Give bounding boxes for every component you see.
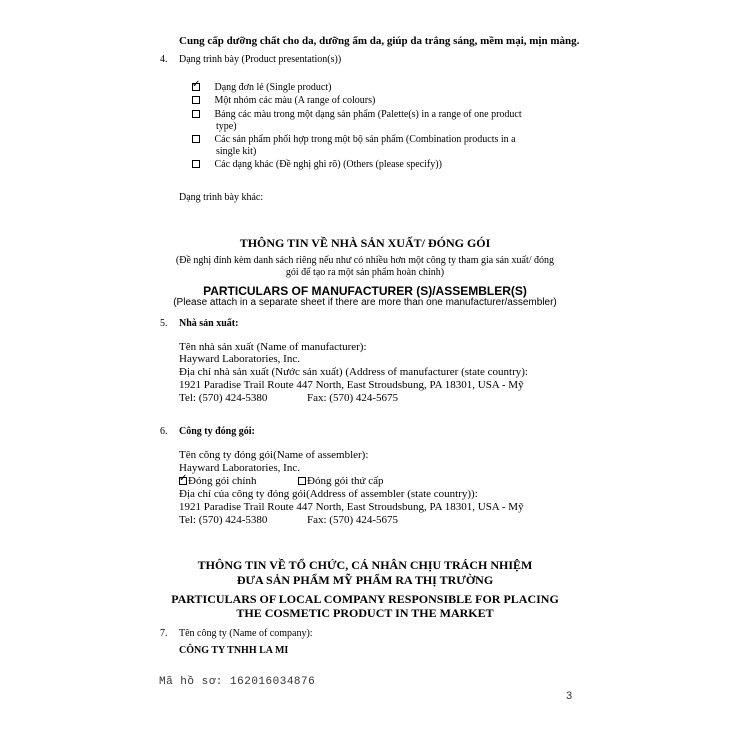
section6-title: Công ty đóng gói: bbox=[179, 426, 255, 437]
page-number: 3 bbox=[566, 690, 573, 702]
checkbox-icon[interactable] bbox=[192, 135, 200, 143]
manufacturer-address-value: 1921 Paradise Trail Route 447 North, East Stroudsbung, PA 18301, USA - Mỹ bbox=[179, 379, 524, 391]
checkbox-icon[interactable] bbox=[192, 160, 200, 168]
manufacturer-address-label: Địa chỉ nhà sản xuất (Nước sản xuất) (Address of manufacturer (state country): bbox=[179, 366, 528, 378]
checkbox-checked-icon[interactable] bbox=[192, 83, 200, 91]
assembler-primary-option[interactable] bbox=[179, 475, 256, 488]
manufacturer-note-vi-2: gói để tạo ra một sản phẩm hoàn chỉnh) bbox=[285, 267, 445, 278]
section5-number: 5. bbox=[160, 318, 168, 329]
option-others[interactable] bbox=[192, 159, 442, 171]
option-label-continued: single kit) bbox=[216, 146, 257, 157]
checkbox-icon[interactable] bbox=[192, 96, 200, 104]
section6-number: 6. bbox=[160, 426, 168, 437]
section5-title: Nhà sản xuất: bbox=[179, 318, 239, 329]
option-palette[interactable] bbox=[192, 109, 522, 121]
local-title-en-2: THE COSMETIC PRODUCT IN THE MARKET bbox=[236, 606, 494, 620]
manufacturer-name-value: Hayward Laboratories, Inc. bbox=[179, 353, 300, 365]
option-label: Dạng đơn lẻ (Single product) bbox=[214, 82, 332, 93]
option-label: Các sản phẩm phối hợp trong một bộ sản phẩm (Combination products in a bbox=[214, 134, 516, 145]
assembler-secondary-option[interactable] bbox=[298, 475, 384, 488]
manufacturer-name-label: Tên nhà sản xuất (Name of manufacturer): bbox=[179, 341, 367, 353]
section7-number: 7. bbox=[160, 628, 168, 639]
checkbox-checked-icon[interactable] bbox=[179, 477, 187, 485]
manufacturer-title-en: PARTICULARS OF MANUFACTURER (S)/ASSEMBLER(S) bbox=[203, 284, 527, 298]
checkbox-icon[interactable] bbox=[192, 110, 200, 118]
option-single-product[interactable] bbox=[192, 82, 331, 94]
checkbox-icon[interactable] bbox=[298, 477, 306, 485]
option-label-continued: type) bbox=[216, 121, 237, 132]
assembler-tel: Tel: (570) 424-5380 bbox=[179, 514, 268, 526]
assembler-address-value: 1921 Paradise Trail Route 447 North, East Stroudsbung, PA 18301, USA - Mỹ bbox=[179, 501, 524, 513]
manufacturer-note-en: (Please attach in a separate sheet if there are more than one manufacturer/assembler) bbox=[173, 297, 557, 308]
section4-title: Dạng trình bày (Product presentation(s)) bbox=[179, 54, 342, 65]
section4-number: 4. bbox=[160, 54, 168, 65]
manufacturer-title-vi: THÔNG TIN VỀ NHÀ SẢN XUẤT/ ĐÓNG GÓI bbox=[239, 236, 491, 250]
option-combination[interactable] bbox=[192, 134, 516, 146]
primary-packing-label: Đóng gói chính bbox=[188, 475, 257, 487]
assembler-fax: Fax: (570) 424-5675 bbox=[307, 514, 399, 526]
assembler-name-label: Tên công ty đóng gói(Name of assembler): bbox=[179, 449, 369, 461]
assembler-name-value: Hayward Laboratories, Inc. bbox=[179, 462, 300, 474]
manufacturer-tel: Tel: (570) 424-5380 bbox=[179, 392, 268, 404]
local-title-en-1: PARTICULARS OF LOCAL COMPANY RESPONSIBLE FOR PLACING bbox=[171, 592, 559, 606]
option-label: Bảng các màu trong một dạng sản phẩm (Palette(s) in a range of one product bbox=[214, 109, 522, 120]
dossier-code: Mã hồ sơ: 162016034876 bbox=[159, 676, 316, 688]
manufacturer-note-vi-1: (Đề nghị đính kèm danh sách riêng nếu như có nhiều hơn một công ty tham gia sản xuất/ đóng bbox=[175, 255, 555, 266]
local-title-vi-1: THÔNG TIN VỀ TỔ CHỨC, CÁ NHÂN CHỊU TRÁCH NHIỆM bbox=[197, 558, 533, 572]
secondary-packing-label: Đóng gói thứ cấp bbox=[307, 475, 384, 487]
other-presentation-label: Dạng trình bày khác: bbox=[179, 192, 264, 203]
option-range-of-colours[interactable] bbox=[192, 95, 375, 107]
assembler-address-label: Địa chỉ của công ty đóng gói(Address of assembler (state country)): bbox=[179, 488, 478, 500]
local-title-vi-2: ĐƯA SẢN PHẨM MỸ PHẨM RA THỊ TRƯỜNG bbox=[236, 573, 494, 587]
local-company-name: CÔNG TY TNHH LA MI bbox=[179, 645, 289, 656]
section7-title: Tên công ty (Name of company): bbox=[179, 628, 313, 639]
option-label: Các dạng khác (Đề nghị ghi rõ) (Others (please specify)) bbox=[214, 159, 442, 170]
manufacturer-fax: Fax: (570) 424-5675 bbox=[307, 392, 399, 404]
option-label: Một nhóm các màu (A range of colours) bbox=[214, 95, 376, 106]
product-description-line: Cung cấp dưỡng chất cho da, dưỡng ẩm da, giúp da trắng sáng, mềm mại, mịn màng. bbox=[179, 35, 580, 47]
